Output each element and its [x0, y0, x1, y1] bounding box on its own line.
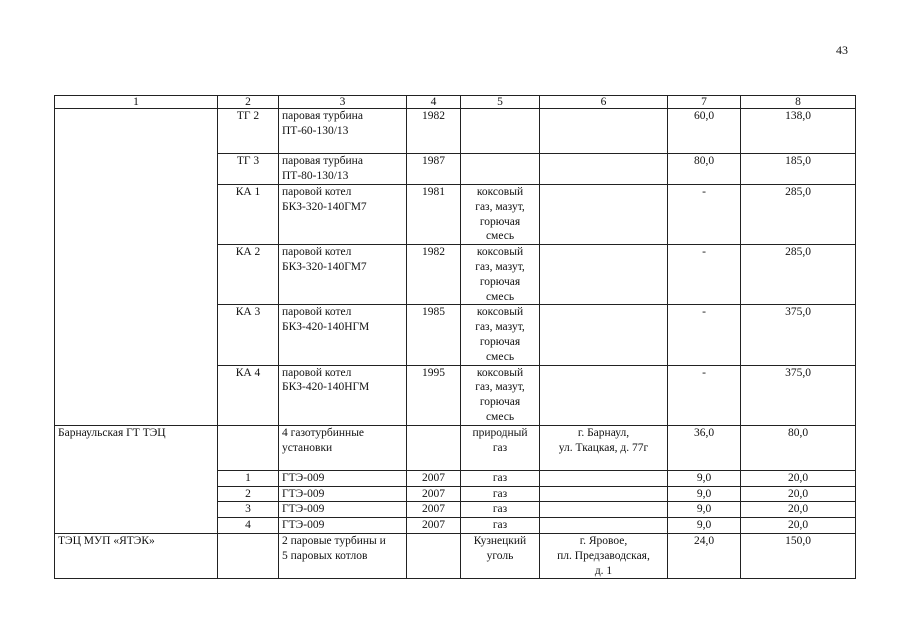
- electric-capacity-cell: -: [668, 305, 741, 365]
- thermal-capacity-cell: 285,0: [741, 185, 856, 245]
- column-number-header: 4: [407, 96, 461, 109]
- year-cell: [407, 533, 461, 578]
- fuel-cell: коксовый газ, мазут, горючая смесь: [461, 365, 540, 425]
- thermal-capacity-cell: 20,0: [741, 518, 856, 534]
- fuel-cell: коксовый газ, мазут, горючая смесь: [461, 185, 540, 245]
- table-row: [55, 425, 856, 470]
- electric-capacity-cell: 60,0: [668, 109, 741, 154]
- equipment-cell: ГТЭ-009: [279, 470, 407, 486]
- fuel-cell: [461, 154, 540, 185]
- year-cell: 1982: [407, 109, 461, 154]
- thermal-capacity-cell: 20,0: [741, 486, 856, 502]
- electric-capacity-cell: -: [668, 365, 741, 425]
- column-number-header: 8: [741, 96, 856, 109]
- address-cell: [540, 154, 668, 185]
- plant-name-cell: ТЭЦ МУП «ЯТЭК»: [55, 533, 218, 578]
- unit-id-cell: КА 3: [218, 305, 279, 365]
- electric-capacity-cell: 36,0: [668, 425, 741, 470]
- thermal-capacity-cell: 375,0: [741, 365, 856, 425]
- page-number: 43: [836, 43, 848, 57]
- thermal-capacity-cell: 20,0: [741, 502, 856, 518]
- unit-id-cell: ТГ 2: [218, 109, 279, 154]
- thermal-capacity-cell: 20,0: [741, 470, 856, 486]
- fuel-cell: газ: [461, 470, 540, 486]
- thermal-capacity-cell: 150,0: [741, 533, 856, 578]
- address-cell: [540, 502, 668, 518]
- equipment-cell: паровой котел БКЗ-320-140ГМ7: [279, 185, 407, 245]
- equipment-cell: паровой котел БКЗ-420-140НГМ: [279, 365, 407, 425]
- equipment-table: [54, 95, 856, 579]
- year-cell: 1995: [407, 365, 461, 425]
- year-cell: 1985: [407, 305, 461, 365]
- column-number-header: 3: [279, 96, 407, 109]
- year-cell: 2007: [407, 518, 461, 534]
- address-cell: [540, 365, 668, 425]
- address-cell: г. Барнаул, ул. Ткацкая, д. 77г: [540, 425, 668, 470]
- table-row: [55, 109, 856, 154]
- equipment-cell: паровая турбина ПТ-60-130/13: [279, 109, 407, 154]
- thermal-capacity-cell: 375,0: [741, 305, 856, 365]
- unit-id-cell: КА 1: [218, 185, 279, 245]
- year-cell: 2007: [407, 502, 461, 518]
- electric-capacity-cell: 80,0: [668, 154, 741, 185]
- address-cell: [540, 109, 668, 154]
- electric-capacity-cell: 9,0: [668, 470, 741, 486]
- year-cell: 1987: [407, 154, 461, 185]
- unit-id-cell: 4: [218, 518, 279, 534]
- fuel-cell: Кузнецкий уголь: [461, 533, 540, 578]
- year-cell: 1981: [407, 185, 461, 245]
- column-number-header: 1: [55, 96, 218, 109]
- fuel-cell: [461, 109, 540, 154]
- equipment-cell: паровой котел БКЗ-320-140ГМ7: [279, 245, 407, 305]
- address-cell: [540, 470, 668, 486]
- thermal-capacity-cell: 285,0: [741, 245, 856, 305]
- thermal-capacity-cell: 80,0: [741, 425, 856, 470]
- address-cell: [540, 518, 668, 534]
- year-cell: 2007: [407, 470, 461, 486]
- plant-name-cell: Барнаульская ГТ ТЭЦ: [55, 425, 218, 533]
- electric-capacity-cell: 24,0: [668, 533, 741, 578]
- electric-capacity-cell: 9,0: [668, 486, 741, 502]
- year-cell: [407, 425, 461, 470]
- unit-id-cell: КА 4: [218, 365, 279, 425]
- electric-capacity-cell: 9,0: [668, 518, 741, 534]
- address-cell: [540, 185, 668, 245]
- column-number-header: 6: [540, 96, 668, 109]
- plant-name-cell: [55, 109, 218, 426]
- unit-id-cell: [218, 533, 279, 578]
- unit-id-cell: ТГ 3: [218, 154, 279, 185]
- fuel-cell: коксовый газ, мазут, горючая смесь: [461, 305, 540, 365]
- thermal-capacity-cell: 185,0: [741, 154, 856, 185]
- unit-id-cell: 3: [218, 502, 279, 518]
- equipment-cell: ГТЭ-009: [279, 502, 407, 518]
- equipment-cell: 4 газотурбинные установки: [279, 425, 407, 470]
- table-header-row: [55, 96, 856, 109]
- year-cell: 1982: [407, 245, 461, 305]
- column-number-header: 5: [461, 96, 540, 109]
- equipment-cell: ГТЭ-009: [279, 518, 407, 534]
- electric-capacity-cell: 9,0: [668, 502, 741, 518]
- unit-id-cell: КА 2: [218, 245, 279, 305]
- address-cell: [540, 305, 668, 365]
- equipment-cell: 2 паровые турбины и 5 паровых котлов: [279, 533, 407, 578]
- electric-capacity-cell: -: [668, 185, 741, 245]
- year-cell: 2007: [407, 486, 461, 502]
- fuel-cell: газ: [461, 502, 540, 518]
- equipment-cell: паровой котел БКЗ-420-140НГМ: [279, 305, 407, 365]
- fuel-cell: коксовый газ, мазут, горючая смесь: [461, 245, 540, 305]
- table-row: [55, 533, 856, 578]
- fuel-cell: газ: [461, 486, 540, 502]
- unit-id-cell: [218, 425, 279, 470]
- equipment-cell: ГТЭ-009: [279, 486, 407, 502]
- address-cell: г. Яровое, пл. Предзаводская, д. 1: [540, 533, 668, 578]
- electric-capacity-cell: -: [668, 245, 741, 305]
- column-number-header: 7: [668, 96, 741, 109]
- equipment-cell: паровая турбина ПТ-80-130/13: [279, 154, 407, 185]
- unit-id-cell: 2: [218, 486, 279, 502]
- thermal-capacity-cell: 138,0: [741, 109, 856, 154]
- fuel-cell: природный газ: [461, 425, 540, 470]
- address-cell: [540, 245, 668, 305]
- fuel-cell: газ: [461, 518, 540, 534]
- address-cell: [540, 486, 668, 502]
- column-number-header: 2: [218, 96, 279, 109]
- unit-id-cell: 1: [218, 470, 279, 486]
